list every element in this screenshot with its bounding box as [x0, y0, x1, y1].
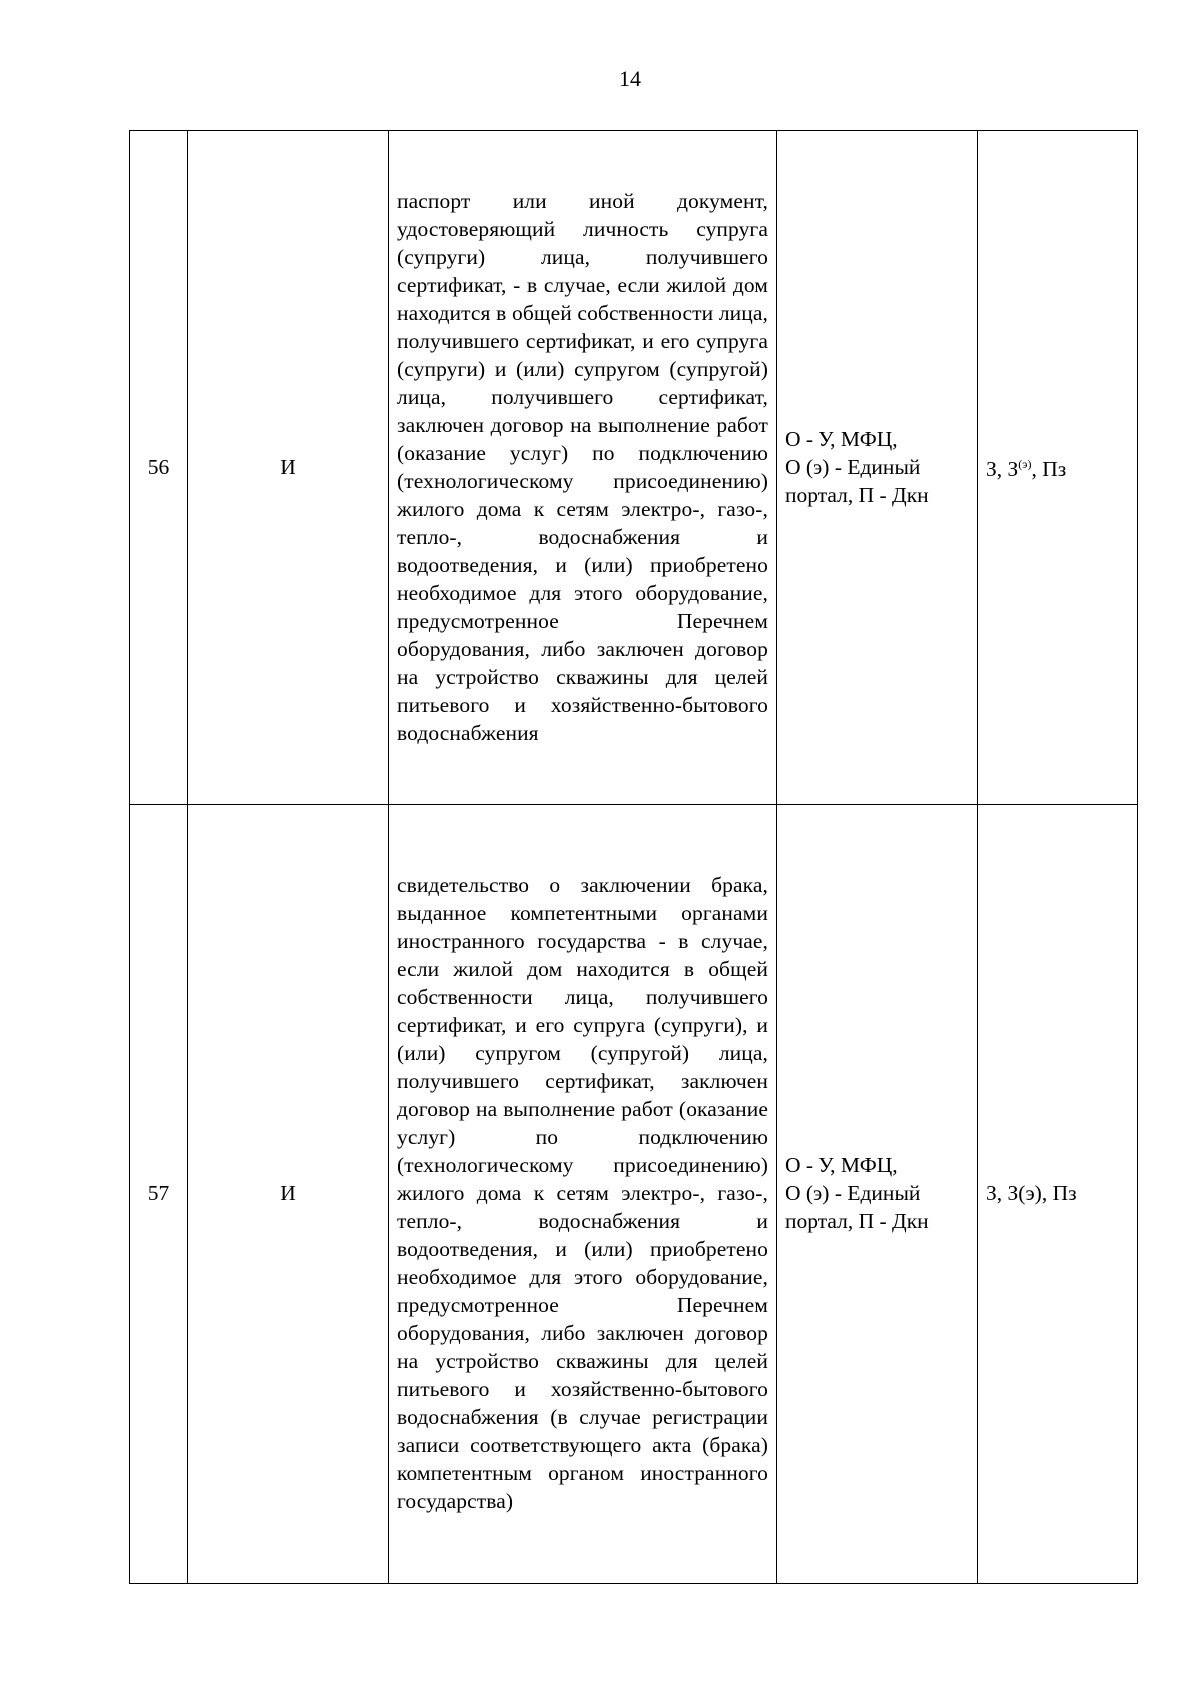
submission-method-line: портал, П - Дкн: [785, 482, 929, 507]
documents-table: [129, 130, 1138, 1584]
document-type-cell: И: [188, 131, 389, 805]
document-description-cell: свидетельство о заключении брака, выданное компетентными органами иностранного государства - в случае, если жилой дом находится в общей собственности лица, получившего сертификат, и его супруга (супруги), и (или) супругом (супругой) лица, получившего сертификат, заключен договор на выполнение работ (оказание услуг) по подключению (технологическому присоединению) жилого дома к сетям электро-, газо-, тепло-, водоснабжения и водоотведения, и (или) приобретено необходимое для этого оборудование, предусмотренное Перечнем оборудования, либо заключен договор на устройство скважины для целей питьевого и хозяйственно-бытового водоснабжения (в случае регистрации записи соответствующего акта (брака) компетентным органом иностранного государства): [389, 805, 777, 1584]
submission-method-line: портал, П - Дкн: [785, 1209, 929, 1233]
requirement-code-superscript: (э): [1018, 456, 1032, 471]
requirement-code: З, З: [986, 457, 1019, 482]
submission-method-line: О (э) - Единый: [785, 454, 921, 479]
requirement-code-suffix: , Пз: [1031, 457, 1067, 482]
row-number-cell: 56: [130, 131, 188, 805]
submission-method-line: О - У, МФЦ,: [785, 1153, 898, 1177]
page-number: 14: [619, 66, 641, 91]
table-row: [130, 805, 1138, 1584]
document-description-cell: паспорт или иной документ, удостоверяющий личность супруга (супруги) лица, получившего сертификат, - в случае, если жилой дом находится в общей собственности лица, получившего сертификат, и его супруга (супруги) и (или) супругом (супругой) лица, получившего сертификат, заключен договор на выполнение работ (оказание услуг) по подключению (технологическому присоединению) жилого дома к сетям электро-, газо-, тепло-, водоснабжения и водоотведения, и (или) приобретено необходимое для этого оборудование, предусмотренное Перечнем оборудования, либо заключен договор на устройство скважины для целей питьевого и хозяйственно-бытового водоснабжения: [389, 131, 777, 805]
requirement-code-cell: [978, 131, 1138, 805]
document-type-cell: И: [188, 805, 389, 1584]
submission-method-cell: [777, 131, 978, 805]
table-row: [130, 131, 1138, 805]
row-number-cell: 57: [130, 805, 188, 1584]
submission-method-cell: [777, 805, 978, 1584]
submission-method-line: О (э) - Единый: [785, 1181, 921, 1205]
submission-method-line: О - У, МФЦ,: [785, 426, 898, 451]
requirement-code-cell: З, З(э), Пз: [978, 805, 1138, 1584]
